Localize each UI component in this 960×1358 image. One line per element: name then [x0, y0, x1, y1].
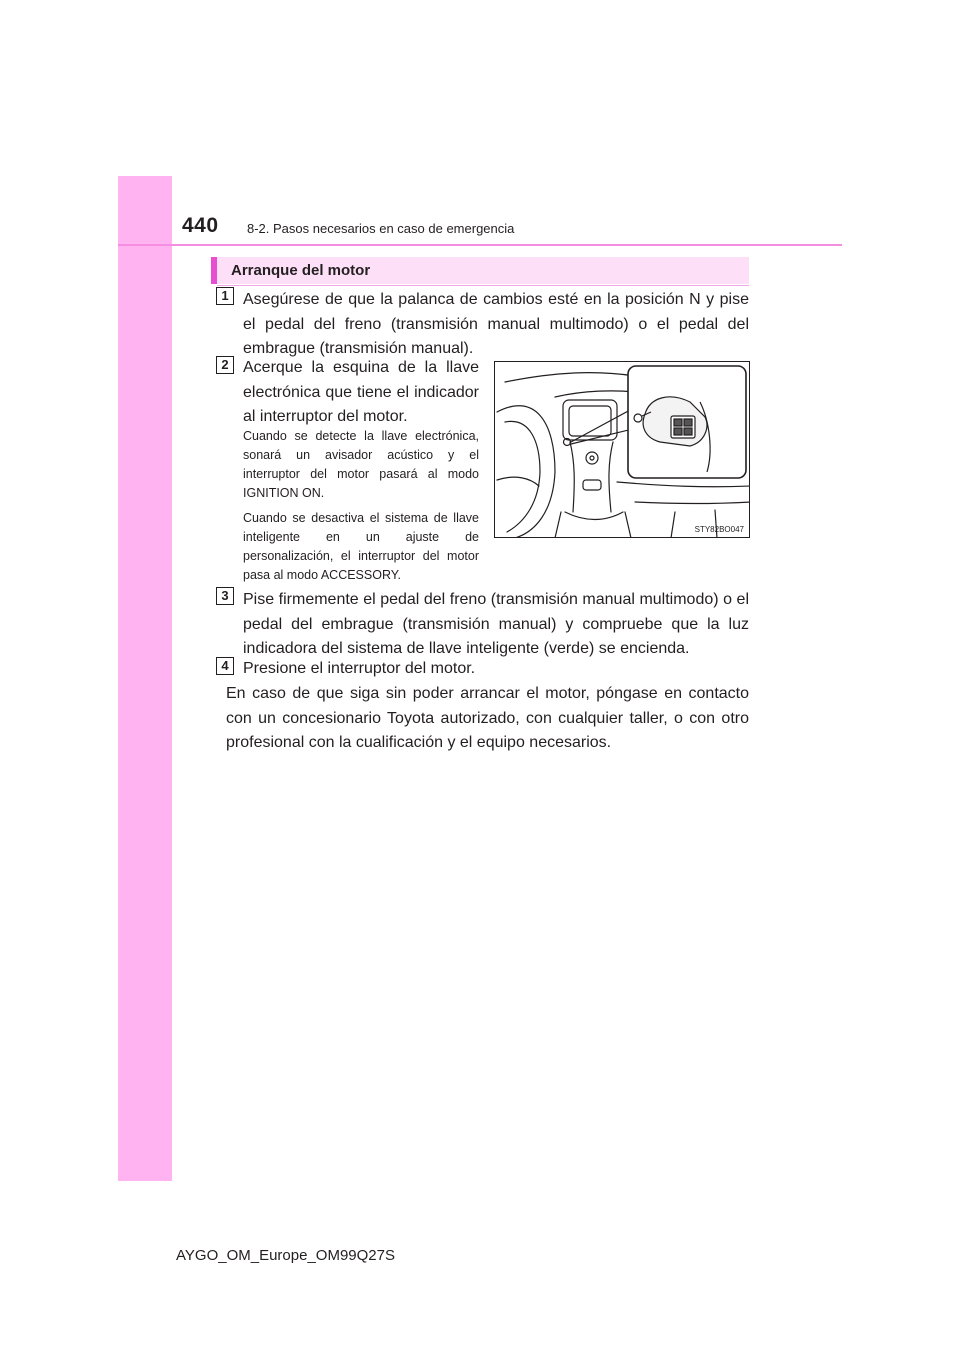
dashboard-key-illustration [494, 361, 750, 538]
section-heading: Arranque del motor [231, 262, 371, 279]
document-footer: AYGO_OM_Europe_OM99Q27S [176, 1247, 395, 1264]
step-2-note-2: Cuando se desactiva el sistema de llave inteligente en un ajuste de personalización, el interruptor del motor pasa al modo ACCESSORY. [243, 511, 479, 582]
section-title: 8-2. Pasos necesarios en caso de emergencia [247, 221, 515, 236]
step-number-3: 3 [216, 587, 234, 605]
dashboard-drawing [495, 362, 750, 538]
page-number: 440 [182, 214, 219, 237]
step-number-2: 2 [216, 356, 234, 374]
side-color-band [118, 176, 172, 1181]
header-rule [118, 244, 842, 246]
step-2-text: Acerque la esquina de la llave electrónica que tiene el indicador al interruptor del motor. [243, 359, 479, 425]
step-4-text: Presione el interruptor del motor. [243, 660, 476, 677]
step-number-4: 4 [216, 657, 234, 675]
step-1-text: Asegúrese de que la palanca de cambios esté en la posición N y pise el pedal del freno (transmisión manual multimodo) o el pedal del embrague (transmisión manual). [243, 291, 749, 357]
step-number-1: 1 [216, 287, 234, 305]
illustration-code: STY82BO047 [694, 525, 744, 534]
section-heading-box [211, 257, 749, 284]
closing-paragraph: En caso de que siga sin poder arrancar el motor, póngase en contacto con un concesionario Toyota autorizado, con cualquier taller, o con otro profesional con la cualificación y el equipo necesarios. [226, 685, 749, 751]
step-2-note-1: Cuando se detecte la llave electrónica, sonará un avisador acústico y el interruptor del motor pasará al modo IGNITION ON. [243, 429, 479, 500]
step-3-text: Pise firmemente el pedal del freno (transmisión manual multimodo) o el pedal del embrague (transmisión manual) y compruebe que la luz indicadora del sistema de llave inteligente (verde) se encienda. [243, 591, 749, 657]
